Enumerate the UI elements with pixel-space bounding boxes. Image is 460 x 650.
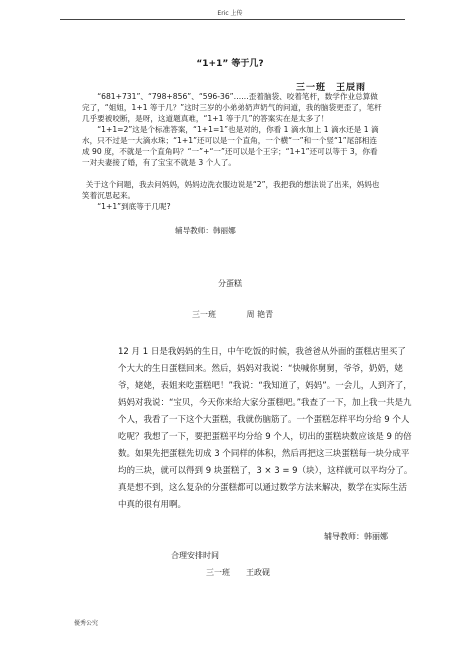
article2-byline: [192, 309, 273, 320]
article2-body: [118, 344, 414, 514]
article1-paragraph: “681+731”、“798+856”、“596-36”……歪着脑袋、咬着笔杆，数学作业总算做完了，“姐姐，1+1 等于几？”这时三岁的小弟弟奶声奶气的问道，我的脑袋更歪了，笔杆几乎要被咬断，是呀，这道题真难，“1+1 等于几”的答案实在是太多了！: [82, 92, 382, 123]
article1-paragraph: 关于这个问题，我去问妈妈，妈妈边洗衣服边说是“2”，我把我的想法说了出来，妈妈也笑着沉思起来。: [82, 180, 380, 200]
article2-class: 三一班: [192, 310, 216, 319]
article3-title: 合理安排时间: [171, 551, 219, 560]
article1-byline: 三一班 王辰雨: [296, 83, 367, 93]
article3-byline: 三一班 王政砚: [206, 568, 270, 577]
article2-paragraph: 12 月 1 日是我妈妈的生日，中午吃饭的时候，我爸爸从外面的蛋糕店里买了个大大的生日蛋糕回来。然后，妈妈对我说：“快喊你舅舅，爷爷，奶奶，姥爷，姥姥，表姐来吃蛋糕吧！”我说：“我知道了，妈妈”。一会儿，人到齐了，妈妈对我说：“宝贝，今天你来给大家分蛋糕吧。”我查了一下，加上我一共是九个人，我看了一下这个大蛋糕，我就伤脑筋了。一个蛋糕怎样平均分给 9 个人吃呢？我想了一下，要把蛋糕平均分给 9 个人，切出的蛋糕块数应该是 9 的倍数。如果先把蛋糕先切成 3 个同样的体积，然后再把这三块蛋糕每一块分成平均的三块，就可以得到 9 块蛋糕了，3 × 3 = 9（块），这样就可以平均分了。真是想不到，这么复杂的分蛋糕都可以通过数学方法来解决，数学在实际生活中真的很有用啊。: [118, 347, 413, 510]
article1-paragraph: “1+1”到底等于几呢?: [97, 202, 171, 211]
article2-author: 周 艳青: [246, 310, 274, 319]
article1-paragraph: “1+1=2”这是个标准答案，“1+1=1”也是对的，你看 1 滴水加上 1 滴水还是 1 滴水，只不过是一大滴水珠；“1+1”还可以是一个直角，一个横“一”和一个竖“1”尾部相连成 90 度，不就是一个直角吗？“一”+“一”还可以是个王字；“1+1”还可以等于 3，你看一对夫妻接了婚，有了宝宝不就是 3 个人了。: [82, 125, 379, 167]
article1-teacher: 辅导教师：韩丽娜: [175, 226, 236, 235]
page-footer: 優秀公究: [74, 620, 99, 627]
page-header: Eric 上传: [217, 10, 243, 17]
article1-title: “1+1” 等于几?: [196, 59, 264, 69]
header-divider: [60, 19, 405, 20]
article2-teacher: 辅导教师：韩丽娜: [324, 532, 388, 541]
article2-title: 分蛋糕: [218, 279, 242, 288]
article1-body: [82, 91, 384, 212]
